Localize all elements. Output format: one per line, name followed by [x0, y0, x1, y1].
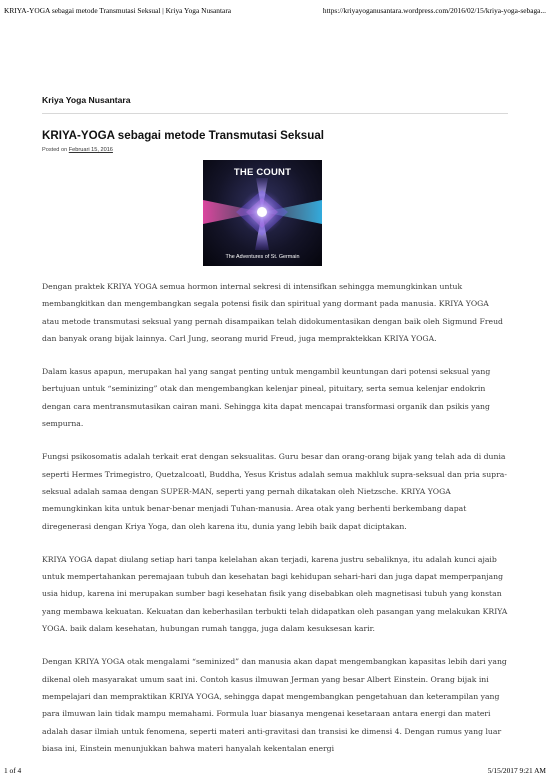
featured-image	[203, 160, 322, 266]
posted-on-label: Posted on	[42, 147, 68, 153]
page-count: 1 of 4	[4, 766, 22, 775]
print-header-title: KRIYA-YOGA sebagai metode Transmutasi Seksual | Kriya Yoga Nusantara	[4, 6, 232, 15]
paragraph: Dalam kasus apapun, merupakan hal yang sangat penting untuk mengambil keuntungan dari potensi seksual yang bertujuan untuk “seminizing” otak dan mengembangkan kelenjar pineal, pituitary, serta semua kelenjar endokrin dengan cara mentransmutasikan cairan mani. Sehingga kita dapat mencapai transformasi organik dan psikis yang sempurna.	[42, 367, 491, 429]
print-footer	[0, 766, 550, 775]
post-date-link[interactable]: Februari 15, 2016	[68, 147, 113, 153]
header-divider	[42, 113, 508, 114]
print-timestamp: 5/15/2017 9:21 AM	[487, 766, 546, 775]
site-title[interactable]: Kriya Yoga Nusantara	[42, 95, 131, 105]
post-meta	[42, 147, 113, 153]
paragraph: Dengan praktek KRIYA YOGA semua hormon internal sekresi di intensifkan sehingga memungkinkan untuk membangkitkan dan mengembangkan segala potensi fisik dan spiritual yang dormant pada manusia. KRIYA YOGA atau metode transmutasi seksual yang pernah disampaikan telah didokumentasikan dengan baik oleh Sigmund Freud dan banyak orang bijak lainnya. Carl Jung, seorang murid Freud, juga mempraktekkan KRIYA YOGA.	[42, 282, 503, 343]
print-header-url: https://kriyayoganusantara.wordpress.com/2016/02/15/kriya-yoga-sebaga...	[322, 6, 546, 15]
post-title: KRIYA-YOGA sebagai metode Transmutasi Seksual	[42, 129, 324, 142]
image-subtitle: The Adventures of St. Germain	[225, 254, 300, 260]
post-content	[42, 278, 508, 773]
print-header	[0, 6, 550, 15]
image-title: THE COUNT	[233, 167, 292, 178]
paragraph: Fungsi psikosomatis adalah terkait erat dengan seksualitas. Guru besar dan orang-orang bijak yang telah ada di dunia seperti Hermes Trimegistro, Quetzalcoatl, Buddha, Yesus Kristus adalah semua makhluk supra-seksual dan pria supra-seksual adalah samaa dengan SUPER-MAN, seperti yang pernah dikatakan oleh Nietzsche. KRIYA YOGA memungkinkan kita untuk benar-benar menjadi Tuhan-manusia. Area otak yang berhenti berkembang dapat diregenerasi dengan Kriya Yoga, dan oleh karena itu, dunia yang lebih baik dapat diciptakan.	[42, 452, 507, 531]
paragraph: Dengan KRIYA YOGA otak mengalami “seminized” dan manusia akan dapat mengembangkan kapasitas lebih dari yang dikenal oleh masyarakat umum saat ini. Contoh kasus ilmuwan Jerman yang besar Albert Einstein. Orang bijak ini mempelajari dan mempraktikan KRIYA YOGA, sehingga dapat mengembangkan pengetahuan dan keterampilan yang para ilmuwan lain tidak mampu memahami. Formula luar biasanya mengenai kesetaraan antara energi dan materi adalah dasar ilmiah untuk fenomena, seperti materi anti-gravitasi dan transisi ke dimensi 4. Dengan rumus yang luar biasa ini, Einstein menunjukkan bahwa materi hanyalah kekentalan energi	[42, 657, 507, 753]
paragraph: KRIYA YOGA dapat diulang setiap hari tanpa kelelahan akan terjadi, karena justru sebaliknya, itu adalah kunci ajaib untuk mempertahankan peremajaan tubuh dan kesehatan bagi kehidupan sehari-hari dan juga dapat memperpanjang usia hidup, karena ini merupakan sumber bagi kesehatan fisik yang disebabkan oleh magnetisasi tubuh yang konstan yang membawa kekuatan. Kekuatan dan keberhasilan terbukti telah didapatkan oleh pasangan yang melakukan KRIYA YOGA. baik dalam kesehatan, hubungan rumah tangga, juga dalam kesuksesan karir.	[42, 554, 508, 634]
